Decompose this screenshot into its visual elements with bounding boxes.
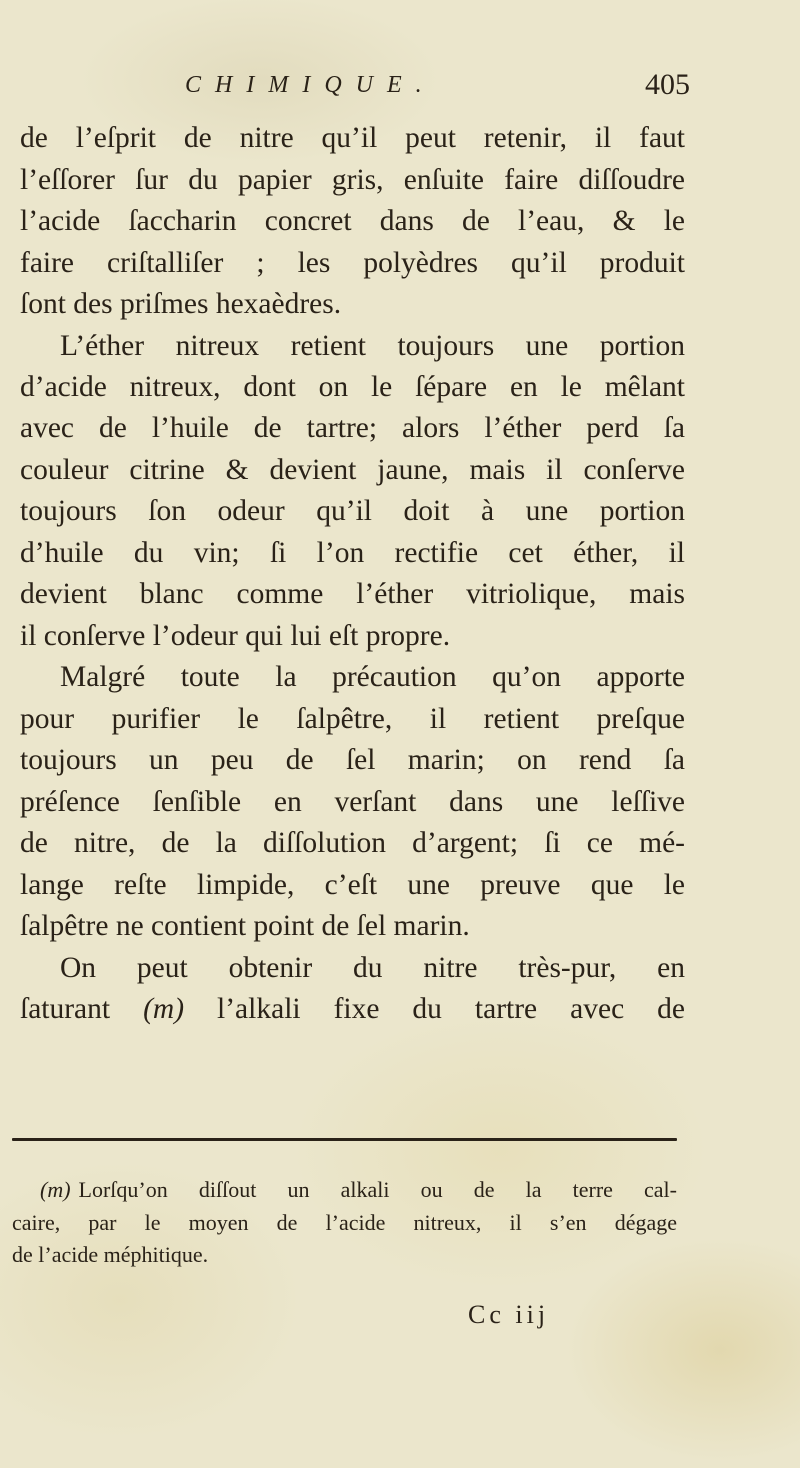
- body-line: toujours un peu de ſel marin; on rend ſa: [20, 744, 685, 776]
- body-line: d’huile du vin; ſi l’on rectifie cet éther, il: [20, 537, 685, 569]
- footnote-line: de l’acide méphitique.: [12, 1242, 209, 1267]
- body-line: préſence ſenſible en verſant dans une leſſive: [20, 786, 685, 818]
- body-line: de nitre, de la diſſolution d’argent; ſi ce mé-: [20, 827, 685, 859]
- body-line: devient blanc comme l’éther vitriolique, mais: [20, 578, 685, 610]
- paragraph-start: On peut obtenir du nitre très-pur, en: [60, 952, 685, 984]
- body-line: ſont des priſmes hexaèdres.: [20, 288, 342, 320]
- paragraph-start: L’éther nitreux retient toujours une portion: [60, 330, 685, 362]
- signature-mark: Cc iij: [468, 1300, 550, 1329]
- page-number: 405: [645, 68, 690, 101]
- body-line: faire criſtalliſer ; les polyèdres qu’il produit: [20, 247, 685, 279]
- body-line: il conſerve l’odeur qui lui eſt propre.: [20, 620, 451, 652]
- page-header: [185, 68, 690, 108]
- body-line: couleur citrine & devient jaune, mais il conſerve: [20, 454, 685, 486]
- body-line: toujours ſon odeur qu’il doit à une portion: [20, 495, 685, 527]
- body-line: lange reſte limpide, c’eſt une preuve que le: [20, 869, 685, 901]
- body-line: de l’eſprit de nitre qu’il peut retenir, il faut: [20, 122, 685, 154]
- body-line: pour purifier le ſalpêtre, il retient preſque: [20, 703, 685, 735]
- running-title: CHIMIQUE.: [185, 72, 436, 98]
- body-line: ſalpêtre ne contient point de ſel marin.: [20, 910, 470, 942]
- footnote-line: caire, par le moyen de l’acide nitreux, il s’en dégage: [12, 1210, 677, 1235]
- footnote-reference: (m): [143, 993, 185, 1025]
- body-line: l’acide ſaccharin concret dans de l’eau, & le: [20, 205, 685, 237]
- footnote-mark: (m): [40, 1177, 71, 1202]
- footnote-rule: [12, 1138, 677, 1141]
- body-text: l’alkali fixe du tartre avec de: [184, 993, 685, 1025]
- body-line: d’acide nitreux, dont on le ſépare en le mêlant: [20, 371, 685, 403]
- footnote-line: [40, 1174, 677, 1206]
- body-line: l’eſſorer ſur du papier gris, enſuite faire diſſoudre: [20, 164, 685, 196]
- footnote-text: Lorſqu’on diſſout un alkali ou de la terre cal-: [78, 1177, 677, 1202]
- body-line: avec de l’huile de tartre; alors l’éther perd ſa: [20, 412, 685, 444]
- body-text: ſaturant: [20, 993, 144, 1025]
- paragraph-start: Malgré toute la précaution qu’on apporte: [60, 661, 685, 693]
- body-line-with-note-ref: [20, 989, 685, 1029]
